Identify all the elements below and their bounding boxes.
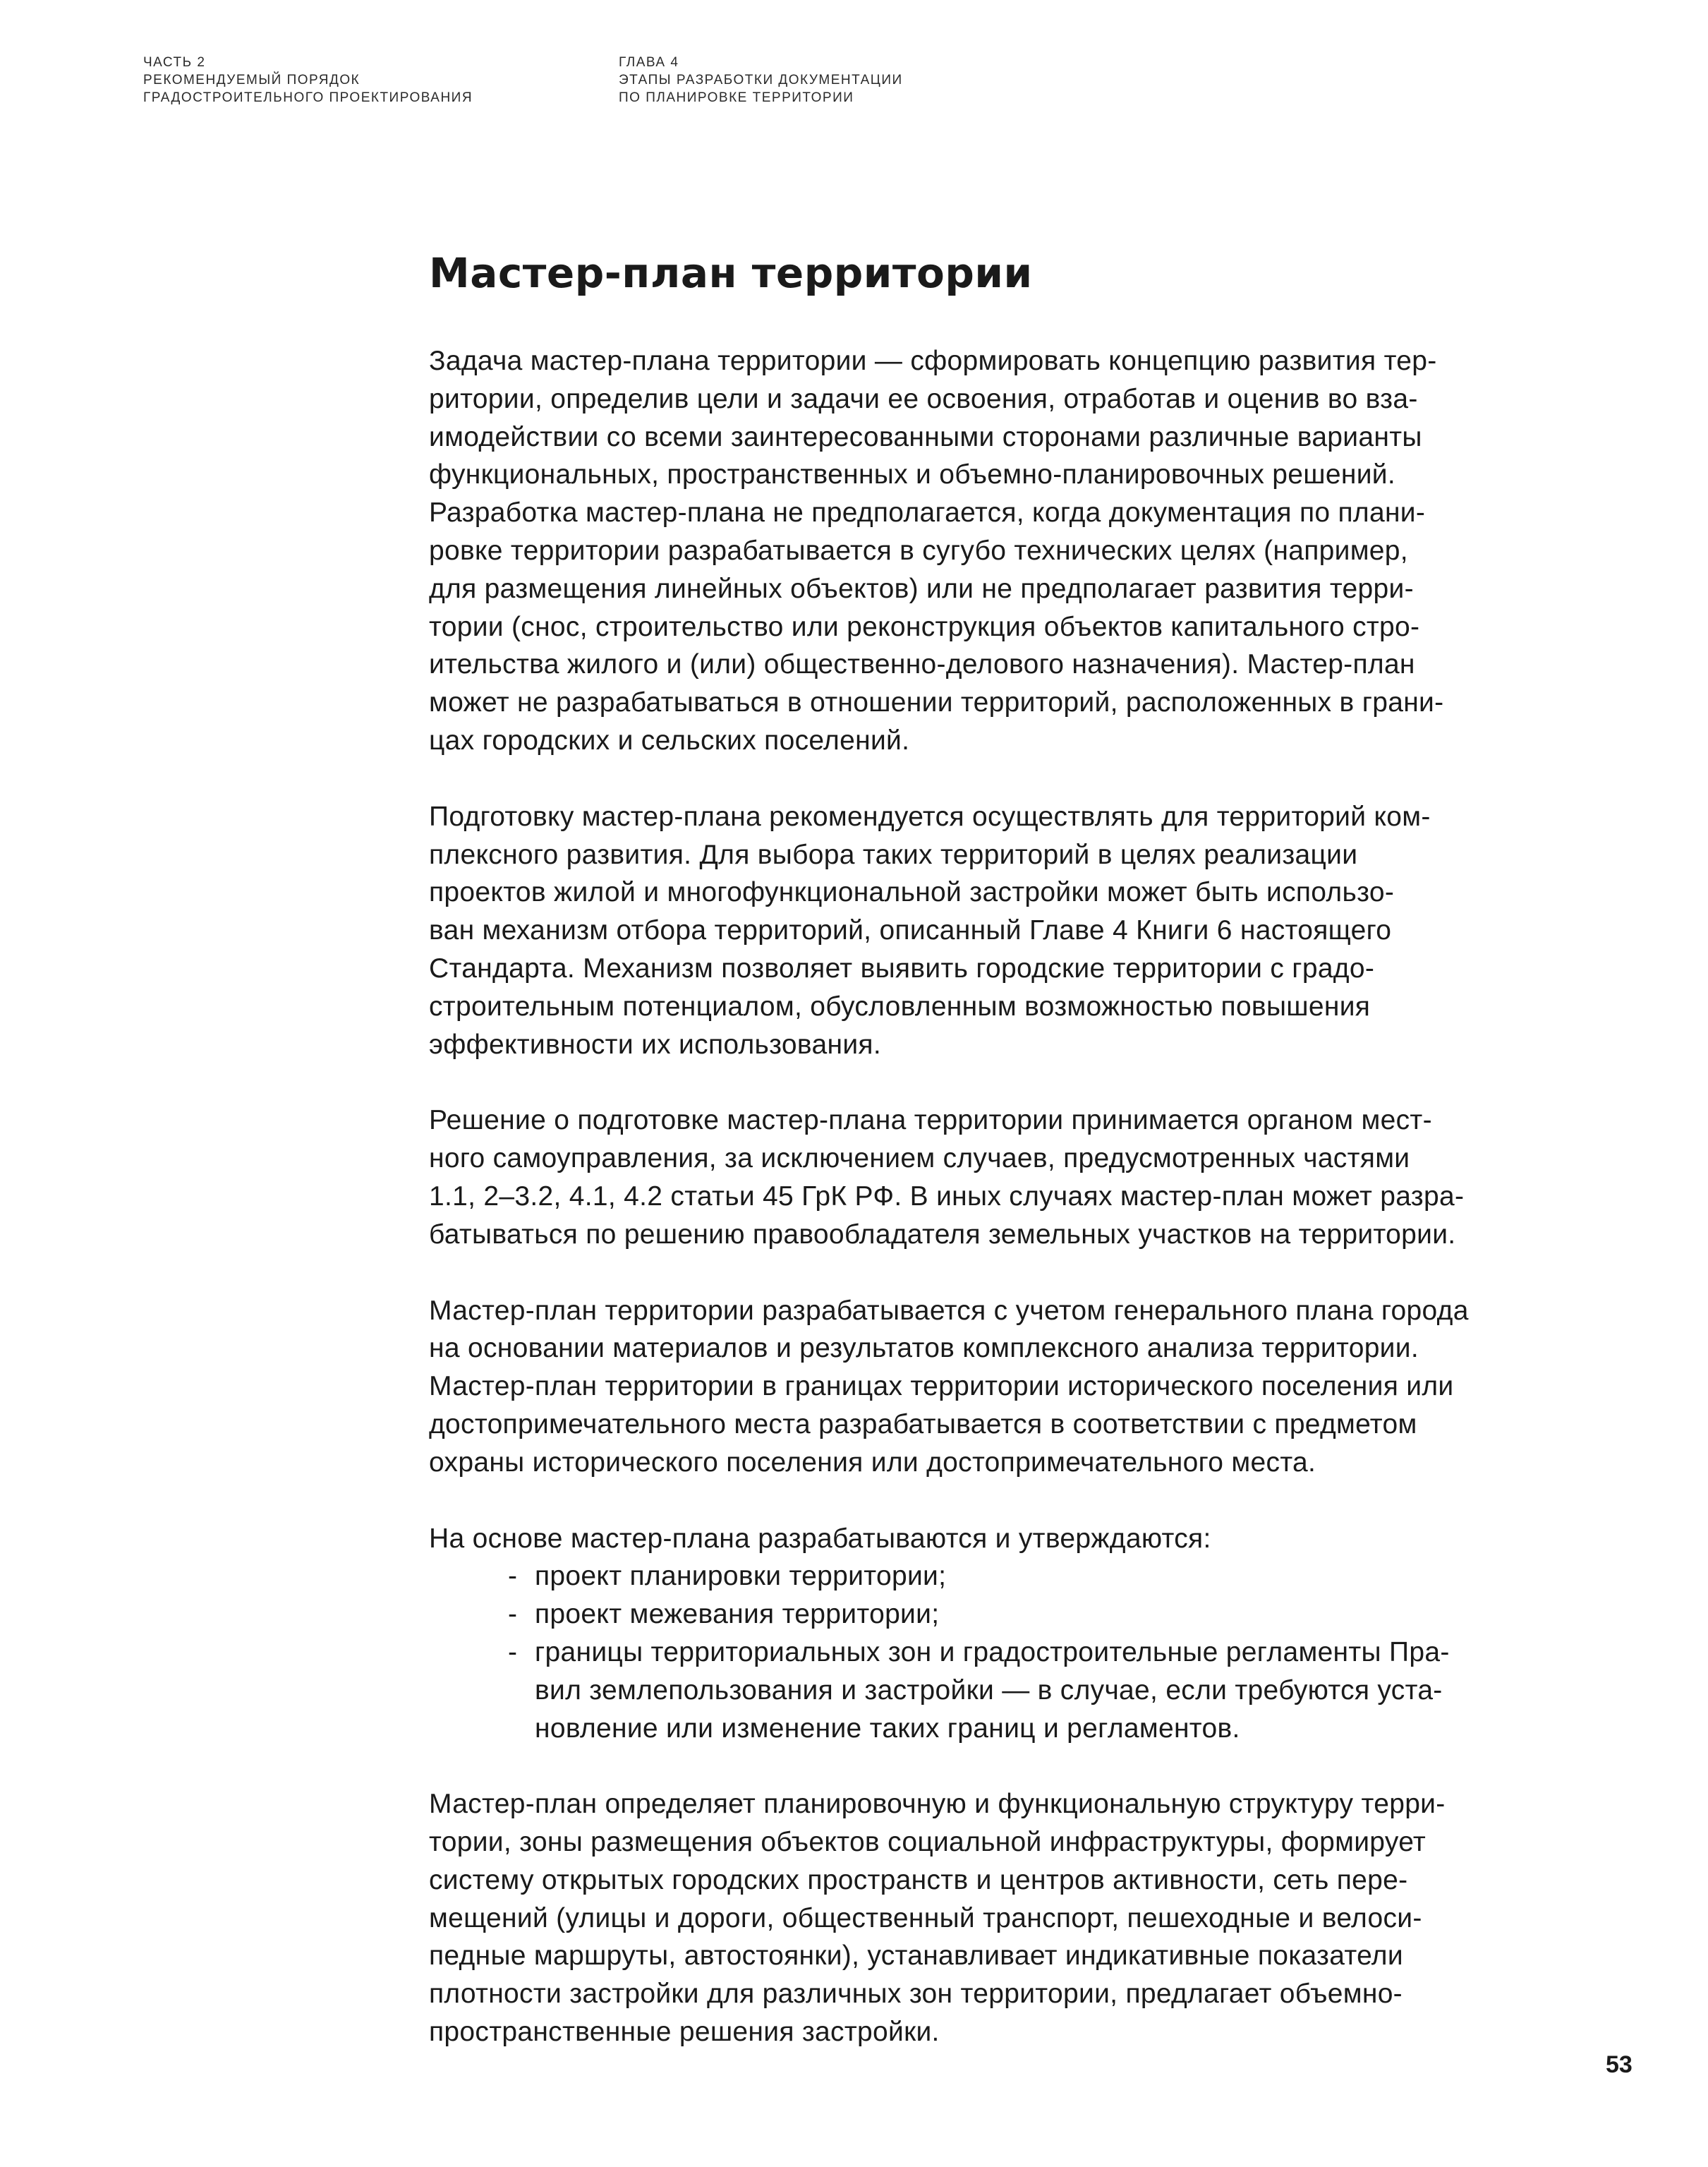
- text-line: мещений (улицы и дороги, общественный транспорт, пешеходные и велоси-: [429, 1902, 1422, 1933]
- text-line: Задача мастер-плана территории — сформировать концепцию развития тер-: [429, 346, 1437, 376]
- text-line: Мастер-план территории разрабатывается с учетом генерального плана города: [429, 1295, 1469, 1326]
- dash-bullet: -: [508, 1561, 517, 1592]
- text-line: Мастер-план территории в границах территории исторического поселения или: [429, 1371, 1454, 1402]
- header-part-line: РЕКОМЕНДУЕМЫЙ ПОРЯДОК: [143, 73, 361, 87]
- text-line: на основании материалов и результатов комплексного анализа территории.: [429, 1333, 1419, 1364]
- text-line: пространственные решения застройки.: [429, 2017, 940, 2048]
- page-title: Мастер-план территории: [429, 249, 1033, 297]
- text-line: плексного развития. Для выбора таких территорий в целях реализации: [429, 839, 1358, 870]
- page-number: 53: [1606, 2051, 1633, 2078]
- text-line: Разработка мастер-плана не предполагается, когда документация по плани-: [429, 497, 1426, 529]
- text-line: функциональных, пространственных и объемно-планировочных решений.: [429, 459, 1396, 490]
- running-header-part: [143, 54, 473, 107]
- text-line: новление или изменение таких границ и регламентов.: [535, 1713, 1240, 1744]
- text-line: вил землепользования и застройки — в случае, если требуются уста-: [535, 1674, 1443, 1706]
- body-text: [429, 342, 1572, 2089]
- text-line: ритории, определив цели и задачи ее освоения, отработав и оценив во вза-: [429, 383, 1418, 414]
- text-line: цах городских и сельских поселений.: [429, 725, 910, 756]
- text-line: батываться по решению правообладателя земельных участков на территории.: [429, 1219, 1456, 1250]
- text-line: ительства жилого и (или) общественно-делового назначения). Мастер-план: [429, 649, 1415, 680]
- text-line: Стандарта. Механизм позволяет выявить городские территории с градо-: [429, 953, 1375, 984]
- header-chapter-line: ГЛАВА 4: [619, 55, 679, 70]
- text-line: для размещения линейных объектов) или не предполагает развития терри-: [429, 573, 1414, 604]
- text-line: ного самоуправления, за исключением случаев, предусмотренных частями: [429, 1143, 1410, 1174]
- text-line: проект планировки территории;: [535, 1561, 947, 1592]
- text-line: ван механизм отбора территорий, описанный Главе 4 Книги 6 настоящего: [429, 915, 1392, 946]
- list-item: [429, 1557, 1572, 1595]
- list-intro: На основе мастер-плана разрабатываются и утверждаются:: [429, 1523, 1211, 1554]
- text-line: 1.1, 2–3.2, 4.1, 4.2 статьи 45 ГрК РФ. В иных случаях мастер-план может разра-: [429, 1181, 1465, 1212]
- text-line: охраны исторического поселения или достопримечательного места.: [429, 1447, 1316, 1478]
- text-line: проектов жилой и многофункциональной застройки может быть использо-: [429, 877, 1395, 908]
- list-item: [429, 1634, 1572, 1747]
- text-line: систему открытых городских пространств и центров активности, сеть пере-: [429, 1864, 1408, 1895]
- text-line: ровке территории разрабатывается в сугубо технических целях (например,: [429, 535, 1408, 566]
- text-line: границы территориальных зон и градостроительные регламенты Пра-: [535, 1636, 1450, 1667]
- list-item: [429, 1595, 1572, 1634]
- header-chapter-line: ЭТАПЫ РАЗРАБОТКИ ДОКУМЕНТАЦИИ: [619, 73, 903, 87]
- header-part-line: ГРАДОСТРОИТЕЛЬНОГО ПРОЕКТИРОВАНИЯ: [143, 90, 473, 105]
- paragraph-general-plan: [429, 1292, 1572, 1482]
- approved-documents-list: [429, 1557, 1572, 1747]
- text-line: тории, зоны размещения объектов социальной инфраструктуры, формирует: [429, 1827, 1427, 1858]
- text-line: Подготовку мастер-плана рекомендуется осуществлять для территорий ком-: [429, 801, 1431, 832]
- dash-bullet: -: [508, 1636, 517, 1667]
- paragraph-complex-development: [429, 798, 1572, 1064]
- header-chapter-line: ПО ПЛАНИРОВКЕ ТЕРРИТОРИИ: [619, 90, 854, 105]
- text-line: строительным потенциалом, обусловленным возможностью повышения: [429, 991, 1371, 1022]
- text-line: может не разрабатываться в отношении территорий, расположенных в грани-: [429, 687, 1444, 718]
- text-line: Решение о подготовке мастер-плана территории принимается органом мест-: [429, 1105, 1432, 1136]
- text-line: плотности застройки для различных зон территории, предлагает объемно-: [429, 1979, 1403, 2010]
- dash-bullet: -: [508, 1599, 517, 1630]
- text-line: Мастер-план определяет планировочную и функциональную структуру терри-: [429, 1789, 1446, 1820]
- paragraph-structure: [429, 1785, 1572, 2051]
- text-line: эффективности их использования.: [429, 1029, 881, 1060]
- text-line: достопримечательного места разрабатывается в соответствии с предметом: [429, 1408, 1417, 1439]
- header-part-line: ЧАСТЬ 2: [143, 55, 206, 70]
- text-line: педные маршруты, автостоянки), устанавливает индикативные показатели: [429, 1940, 1403, 1972]
- text-line: тории (снос, строительство или реконструкция объектов капитального стро-: [429, 611, 1420, 642]
- text-line: имодействии со всеми заинтересованными сторонами различные варианты: [429, 421, 1422, 452]
- paragraph-purpose: [429, 342, 1572, 760]
- text-line: проект межевания территории;: [535, 1599, 940, 1630]
- running-header-chapter: [619, 54, 903, 107]
- paragraph-decision: [429, 1101, 1572, 1253]
